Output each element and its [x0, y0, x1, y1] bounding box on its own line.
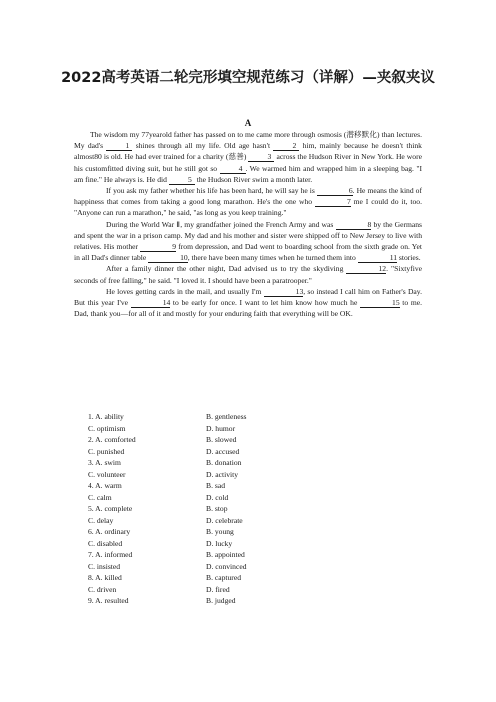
passage-text: stories. [397, 253, 421, 263]
option-choice: D. cold [206, 492, 229, 502]
passage-paragraph [74, 263, 422, 285]
passage-paragraph [74, 286, 422, 320]
option-choice: D. celebrate [206, 515, 243, 525]
option-choice: 9. A. resulted [88, 596, 129, 605]
option-row [88, 515, 388, 527]
option-row [88, 538, 388, 550]
passage-text: me I could do it, too. "Anyone can run a marathon," he said, "as long as you keep training." [74, 197, 422, 218]
passage-text: After a family dinner the other night, Dad advised us to try the skydiving [106, 264, 347, 274]
option-choice: D. convinced [206, 561, 247, 571]
option-row [88, 480, 388, 492]
option-row [88, 434, 388, 446]
option-choice: B. slowed [206, 435, 237, 444]
answer-options [88, 411, 388, 607]
option-choice: C. delay [88, 515, 114, 525]
cloze-blank: 12 [346, 265, 386, 274]
passage-text: from depression, and Dad went to boarding school from the sixth grade on. Yet in all Dad's dinner table [74, 242, 423, 263]
option-choice: B. judged [206, 596, 236, 605]
cloze-blank: 6 [317, 187, 353, 196]
passage-text: shines through all my life. Old age hasn't [132, 141, 274, 151]
option-choice: 1. A. ability [88, 412, 124, 421]
option-row [88, 457, 388, 469]
option-choice: B. stop [206, 504, 228, 513]
option-choice: 7. A. informed [88, 550, 133, 559]
option-row [88, 446, 388, 458]
cloze-blank: 3 [248, 153, 274, 162]
passage-text: The wisdom my 77yearold father has passed on to me came more through osmosis (潜移默化) than lectures. My dad's [74, 130, 422, 151]
passage-text: by the Germans and spent the war in a prison camp. My dad and his mother and sister were shipped off to New Jersey to live with relatives. His mother [74, 219, 422, 252]
option-row [88, 572, 388, 584]
option-row [88, 503, 388, 515]
option-row [88, 492, 388, 504]
passage-text: . "Sixtyfive seconds of free falling," he said. "I loved it. I should have been a paratrooper." [74, 264, 422, 285]
passage-text: During the World War Ⅱ, my grandfather joined the French Army and was [106, 219, 336, 229]
option-choice: B. appointed [206, 550, 245, 559]
passage-text: If you ask my father whether his life has been hard, he will say he is [106, 186, 317, 196]
cloze-blank: 5 [169, 176, 195, 185]
option-row [88, 584, 388, 596]
option-row [88, 561, 388, 573]
option-choice: C. punished [88, 446, 125, 456]
option-choice: C. optimism [88, 423, 126, 433]
passage-text: . He means the kind of happiness that comes from taking a good long marathon. He's the one who [74, 186, 422, 207]
option-choice: C. volunteer [88, 469, 126, 479]
option-row [88, 526, 388, 538]
passage-paragraph [74, 185, 422, 219]
option-choice: D. fired [206, 584, 230, 594]
option-choice: B. captured [206, 573, 242, 582]
cloze-blank: 8 [336, 221, 372, 230]
cloze-blank: 4 [220, 165, 246, 174]
passage-text: him, mainly because he doesn't think almost80 is old. He had ever trained for a charity (慈善) [74, 141, 422, 162]
cloze-passage [74, 129, 422, 319]
passage-text: , there have been many times when he turned them into [187, 253, 358, 263]
option-choice: 2. A. comforted [88, 435, 136, 444]
option-row [88, 469, 388, 481]
passage-text: to be early for once. I want to let him know how much he [170, 298, 361, 308]
option-choice: C. disabled [88, 538, 123, 548]
option-choice: D. humor [206, 423, 236, 433]
option-choice: B. sad [206, 481, 225, 490]
passage-text: across the Hudson River in New York. He wore his customfitted diving suit, but he still got so [74, 152, 422, 173]
option-row [88, 411, 388, 423]
cloze-blank: 9 [140, 243, 176, 252]
option-choice: 8. A. killed [88, 573, 122, 582]
cloze-blank: 13 [264, 288, 304, 297]
cloze-blank: 2 [273, 142, 299, 151]
option-choice: B. donation [206, 458, 242, 467]
option-choice: 4. A. warm [88, 481, 122, 490]
passage-text: , so instead I call him on Father's Day. But this year I've [74, 286, 423, 308]
option-choice: C. insisted [88, 561, 121, 571]
passage-paragraph [74, 129, 422, 185]
option-choice: C. driven [88, 584, 117, 594]
document-title: 2022高考英语二轮完形填空规范练习（详解）—夹叙夹议 [61, 70, 435, 86]
option-choice: C. calm [88, 492, 112, 502]
option-choice: D. lucky [206, 538, 233, 548]
cloze-blank: 11 [358, 254, 397, 263]
option-row [88, 549, 388, 561]
passage-text: . We warmed him and wrapped him in a sleeping bag. "I am fine." He always is. He did [74, 163, 422, 184]
option-choice: B. gentleness [206, 412, 247, 421]
passage-text: the Hudson River swim a month later. [194, 174, 313, 184]
option-choice: 5. A. complete [88, 504, 133, 513]
option-choice: D. accused [206, 446, 240, 456]
option-choice: 3. A. swim [88, 458, 121, 467]
option-choice: D. activity [206, 469, 239, 479]
cloze-blank: 14 [131, 299, 171, 308]
option-row [88, 423, 388, 435]
passage-paragraph [74, 219, 422, 264]
passage-text: to me. Dad, thank you—for all of it and mostly for your enduring faith that everything will be OK. [74, 298, 422, 319]
section-heading: A [244, 118, 252, 128]
cloze-blank: 15 [360, 299, 400, 308]
option-choice: 6. A. ordinary [88, 527, 131, 536]
cloze-blank: 10 [148, 254, 188, 263]
option-choice: B. young [206, 527, 234, 536]
option-row [88, 595, 388, 607]
cloze-blank: 7 [315, 198, 351, 207]
passage-text: He loves getting cards in the mail, and usually I'm [106, 286, 264, 296]
cloze-blank: 1 [106, 142, 132, 151]
